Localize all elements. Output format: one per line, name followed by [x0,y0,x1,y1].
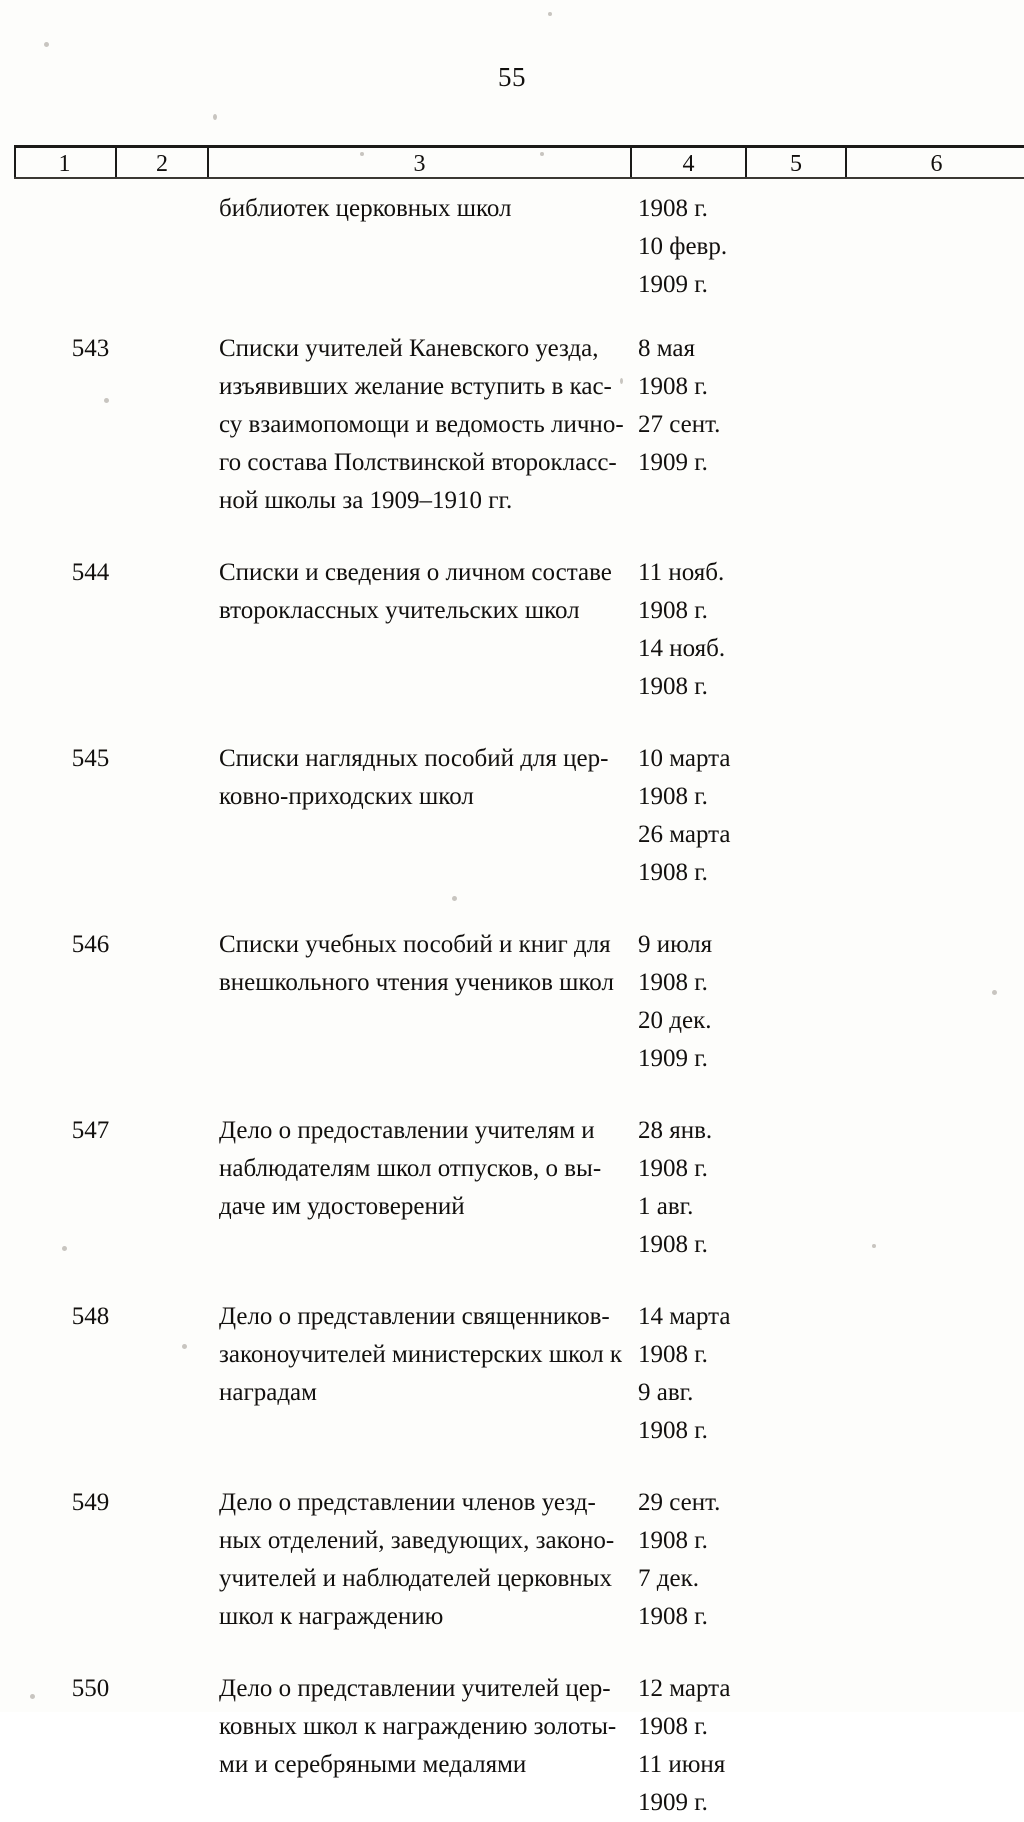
record-title-line: Дело о представлении учителей цер- [219,1675,611,1702]
record-date-line: 11 июня [638,1751,726,1778]
record-date-line: 9 авг. [638,1379,694,1406]
row-spacer [0,1264,1024,1298]
table-header-cell-1 [14,148,115,177]
record-date-line: 12 марта [638,1675,731,1702]
record-title-cell [207,1298,630,1412]
table-header-label: 2 [156,150,168,177]
record-title-cell [207,1670,630,1784]
record-title-line: су взаимопомощи и ведомость лично- [219,411,624,438]
inventory-record-list [0,190,1024,1822]
record-dates-cell [630,330,745,482]
row-spacer [0,520,1024,554]
table-row [0,1484,1024,1636]
record-title-cell [207,190,630,228]
table-header-cell-3 [207,148,630,177]
record-number-cell: 548 [71,1303,110,1330]
record-date-line: 14 марта [638,1303,731,1330]
record-title-line: изъявивших желание вступить в кас- [219,373,612,400]
record-title-line: Дело о представлении священников- [219,1303,610,1330]
record-number-cell: 546 [71,931,110,958]
table-header-cell-2 [115,148,207,177]
record-title-line: даче им удостоверений [219,1193,465,1220]
record-title-line: наблюдателям школ отпусков, о вы- [219,1155,602,1182]
record-date-line: 1908 г. [638,1341,708,1368]
record-title-line: внешкольного чтения учеников школ [219,969,614,996]
record-title-line: ковно-приходских школ [219,783,474,810]
record-date-line: 1908 г. [638,1527,708,1554]
record-date-line: 1908 г. [638,1603,708,1630]
record-title-line: Списки наглядных пособий для цер- [219,745,609,772]
record-title-cell [207,330,630,520]
record-title-line: ной школы за 1909–1910 гг. [219,487,513,514]
record-date-line: 1908 г. [638,859,708,886]
record-date-line: 1909 г. [638,1045,708,1072]
table-header-cell-6 [845,148,1024,177]
record-title-cell [207,1484,630,1636]
record-date-line: 20 дек. [638,1007,712,1034]
page-number: 55 [498,62,526,92]
record-dates-cell [630,1112,745,1264]
record-title-line: законоучителей министерских школ к [219,1341,623,1368]
record-title-line: библиотек церковных школ [219,195,512,222]
record-dates-cell [630,554,745,706]
record-date-line: 1908 г. [638,373,708,400]
table-header-cell-4 [630,148,745,177]
table-header-label: 5 [790,150,802,177]
table-row [0,1112,1024,1264]
record-title-line: Списки учебных пособий и книг для [219,931,611,958]
record-title-cell [207,740,630,816]
row-spacer [0,1636,1024,1670]
record-date-line: 1908 г. [638,597,708,624]
table-header-label: 6 [930,150,943,177]
record-date-line: 1908 г. [638,1155,708,1182]
record-date-line: 27 сент. [638,411,721,438]
record-date-line: 1909 г. [638,449,708,476]
record-number-cell: 545 [71,745,110,772]
record-dates-cell [630,190,745,304]
record-title-line: ковных школ к награждению золоты- [219,1713,617,1740]
record-date-line: 1909 г. [638,1789,708,1816]
table-header-cell-5 [745,148,845,177]
record-date-line: 28 янв. [638,1117,713,1144]
record-title-line: школ к награждению [219,1603,444,1630]
record-title-line: второклассных учительских школ [219,597,580,624]
record-number-cell: 543 [71,335,110,362]
record-number-cell: 550 [71,1675,110,1702]
record-title-line: учителей и наблюдателей церковных [219,1565,612,1592]
record-dates-cell [630,1484,745,1636]
table-column-header-row [14,145,1024,179]
scan-speck [548,12,552,16]
record-title-line: Дело о предоставлении учителям и [219,1117,595,1144]
record-date-line: 1908 г. [638,783,708,810]
record-title-line: Списки и сведения о личном составе [219,559,612,586]
record-date-line: 1 авг. [638,1193,694,1220]
record-title-line: Списки учителей Каневского уезда, [219,335,599,362]
table-header-label: 3 [413,150,426,177]
record-title-line: ми и серебряными медалями [219,1751,527,1778]
table-row [0,1670,1024,1822]
table-row [0,190,1024,304]
record-title-cell [207,554,630,630]
table-row [0,926,1024,1078]
scan-speck [213,114,217,120]
record-date-line: 1908 г. [638,1231,708,1258]
record-title-line: наградам [219,1379,317,1406]
record-date-line: 29 сент. [638,1489,721,1516]
record-date-line: 14 нояб. [638,635,726,662]
record-dates-cell [630,1298,745,1450]
record-date-line: 1908 г. [638,969,708,996]
record-date-line: 7 дек. [638,1565,699,1592]
record-date-line: 8 мая [638,335,695,362]
record-date-line: 1908 г. [638,1713,708,1740]
record-title-cell [207,1112,630,1226]
table-header-label: 4 [682,150,695,177]
record-title-cell [207,926,630,1002]
record-title-line: го состава Полствинской второкласс- [219,449,617,476]
record-dates-cell [630,740,745,892]
scan-speck [44,42,49,47]
record-date-line: 26 марта [638,821,731,848]
record-dates-cell [630,926,745,1078]
row-spacer [0,706,1024,740]
row-spacer [0,1078,1024,1112]
table-header-label: 1 [58,150,71,177]
record-number-cell: 547 [71,1117,110,1144]
table-row [0,554,1024,706]
record-dates-cell [630,1670,745,1822]
table-row [0,1298,1024,1450]
record-date-line: 1908 г. [638,1417,708,1444]
record-number-cell: 544 [71,559,110,586]
record-date-line: 9 июля [638,931,713,958]
record-date-line: 1908 г. [638,673,708,700]
record-title-line: ных отделений, заведующих, законо- [219,1527,615,1554]
row-spacer [0,304,1024,330]
row-spacer [0,1450,1024,1484]
table-row [0,330,1024,520]
record-date-line: 1909 г. [638,271,708,298]
record-date-line: 10 февр. [638,233,728,260]
record-date-line: 1908 г. [638,195,708,222]
record-date-line: 10 марта [638,745,731,772]
table-row [0,740,1024,892]
row-spacer [0,892,1024,926]
record-date-line: 11 нояб. [638,559,725,586]
record-number-cell: 549 [71,1489,110,1516]
record-title-line: Дело о представлении членов уезд- [219,1489,596,1516]
